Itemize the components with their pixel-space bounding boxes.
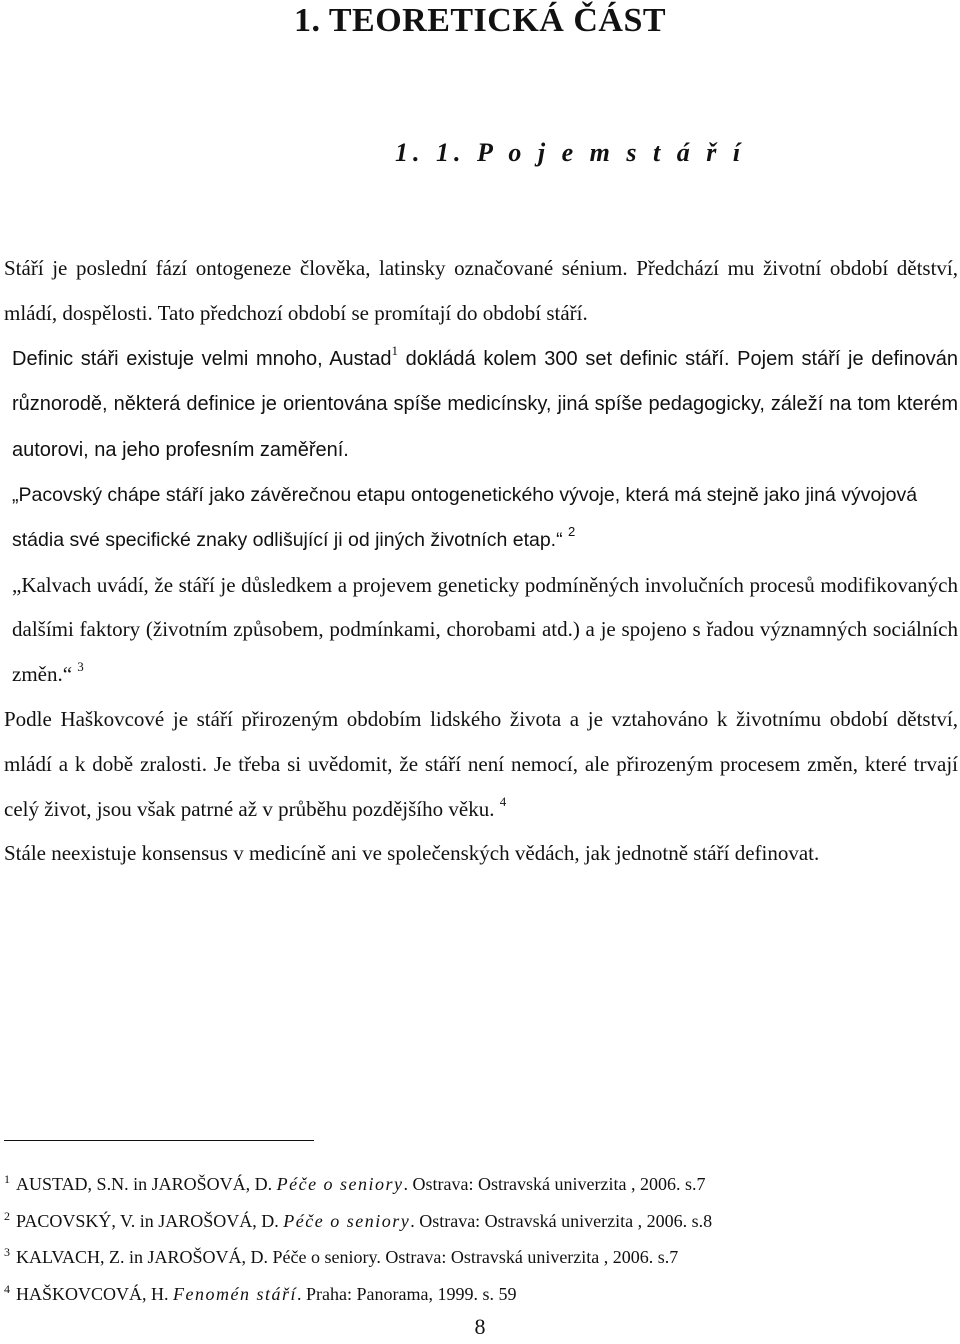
footnotes bbox=[4, 1166, 954, 1312]
paragraph-austad-lead: Definic stáři existuje velmi mnoho, Austad bbox=[12, 347, 392, 370]
section-title: 1. 1. P o j e m s t á ř í bbox=[394, 138, 746, 167]
footnote-publisher: . Ostrava: Ostravská univerzita , 2006. s.8 bbox=[410, 1210, 713, 1231]
footnote-author: KALVACH, Z. in JAROŠOVÁ, D. bbox=[16, 1247, 273, 1267]
footnote-number: 3 bbox=[4, 1245, 10, 1259]
paragraph-austad-rest: dokládá kolem 300 set definic stáří. Pojem stáří je definován různorodě, některá definice je orientována spíše medicínsky, jiná spíše pedagogicky, záleží na tom kterém autorovi, na jeho profesním zaměření. bbox=[12, 347, 958, 462]
paragraph-pacovsky bbox=[4, 473, 958, 563]
footnote-author: AUSTAD, S.N. in JAROŠOVÁ, D. bbox=[16, 1174, 277, 1194]
footnote-publisher: . Ostrava: Ostravská univerzita , 2006. s.7 bbox=[403, 1174, 706, 1194]
footnote-publisher: . Ostrava: Ostravská univerzita , 2006. s.7 bbox=[376, 1247, 679, 1267]
paragraph-kalvach bbox=[4, 563, 958, 697]
page-number: 8 bbox=[474, 1314, 486, 1339]
footnote-number: 4 bbox=[4, 1281, 10, 1296]
footnote-author: PACOVSKÝ, V. in JAROŠOVÁ, D. bbox=[16, 1210, 284, 1231]
footnote-4 bbox=[4, 1276, 954, 1313]
body-text bbox=[4, 246, 958, 876]
text-haskovcova: Podle Haškovcové je stáří přirozeným obdobím lidského života a je vztahováno k životnímu období dětství, mládí a k době zralosti. Je třeba si uvědomit, že stáří není nemocí, ale přirozeným procesem změn, které trvají celý život, jsou však patrné až v průběhu pozdějšího věku. bbox=[4, 706, 958, 821]
footnote-ref-1[interactable]: 1 bbox=[391, 342, 398, 358]
footnote-author: HAŠKOVCOVÁ, H. bbox=[16, 1283, 174, 1304]
paragraph-haskovcova bbox=[4, 697, 958, 831]
footnote-publisher: . Praha: Panorama, 1999. s. 59 bbox=[297, 1283, 517, 1304]
footnote-1 bbox=[4, 1166, 954, 1203]
footnote-title: Péče o seniory bbox=[283, 1210, 411, 1231]
footnote-2 bbox=[4, 1203, 954, 1240]
paragraph-definition: Stáří je poslední fází ontogeneze člověka, latinsky označované sénium. Předchází mu životní období dětství, mládí, dospělosti. Tato předchozí období se promítají do období stáří. bbox=[4, 256, 958, 325]
footnote-number: 2 bbox=[4, 1208, 10, 1223]
footnote-title: Fenomén stáří bbox=[173, 1283, 297, 1304]
footnote-3 bbox=[4, 1239, 954, 1276]
paragraph-austad bbox=[4, 336, 958, 473]
footnote-ref-4[interactable]: 4 bbox=[499, 793, 507, 809]
footnote-separator bbox=[4, 1140, 314, 1141]
quote-pacovsky: „Pacovský chápe stáří jako závěrečnou etapu ontogenetického vývoje, která má stejně jako jiná vývojová stádia své specifické znaky odlišující ji od jiných životních etap.“ bbox=[12, 483, 918, 551]
quote-kalvach: „Kalvach uvádí, že stáří je důsledkem a projevem geneticky podmíněných involučních procesů modifikovaných dalšími faktory (životním způsobem, podmínkami, chorobami atd.) a je spojeno s řadou významných sociálních změn.“ bbox=[12, 572, 958, 687]
paragraph-consensus: Stále neexistuje konsensus v medicíně ani ve společenských vědách, jak jednotně stáří definovat. bbox=[4, 841, 820, 866]
footnote-ref-2[interactable]: 2 bbox=[568, 524, 576, 540]
footnote-title: Péče o seniory bbox=[272, 1247, 377, 1267]
footnote-ref-3[interactable]: 3 bbox=[77, 659, 84, 675]
chapter-title: 1. TEORETICKÁ ČÁST bbox=[293, 2, 667, 39]
footnote-number: 1 bbox=[4, 1172, 10, 1186]
footnote-title: Péče o seniory bbox=[276, 1174, 404, 1194]
